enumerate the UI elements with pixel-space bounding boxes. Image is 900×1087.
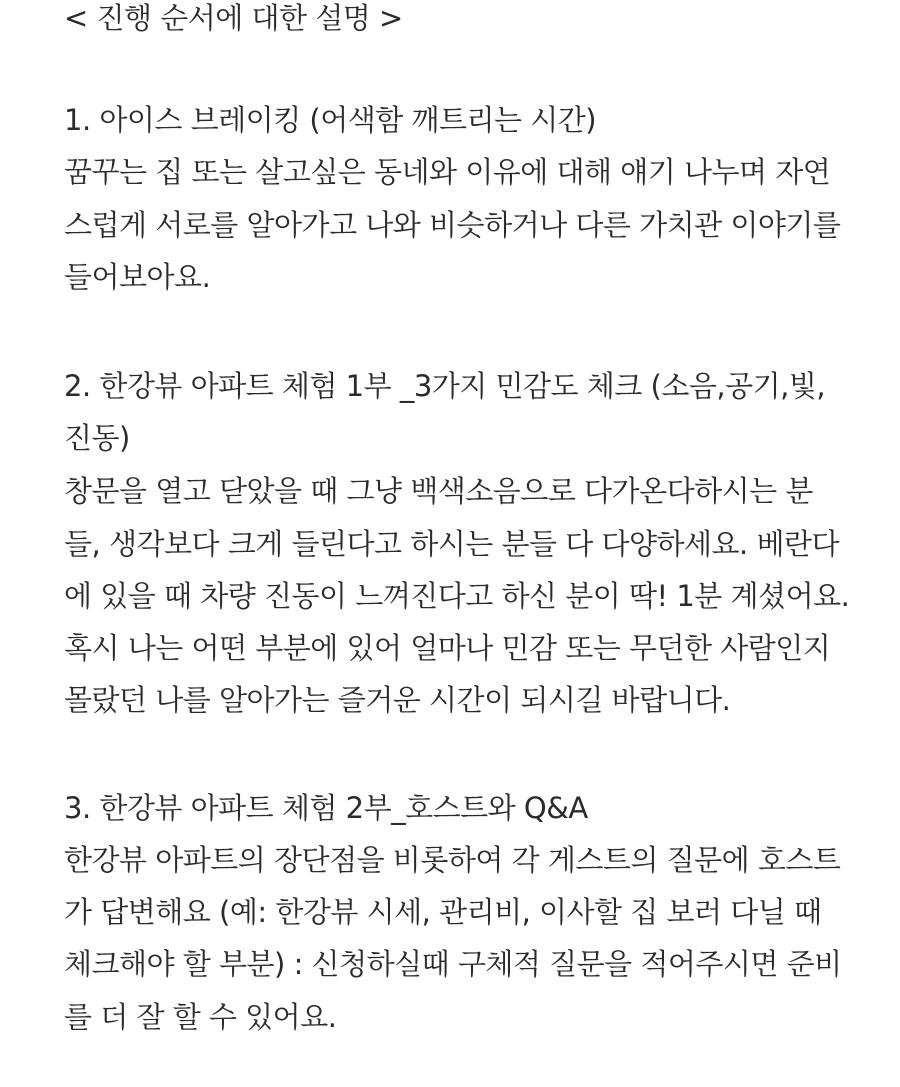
section-2-line-5: 몰랐던 나를 알아가는 즐거운 시간이 되시길 바랍니다. <box>64 683 731 717</box>
section-2-heading: 2. 한강뷰 아파트 체험 1부 _3가지 민감도 체크 (소음,공기,빛, <box>64 369 826 403</box>
section-1-line-2: 스럽게 서로를 알아가고 나와 비슷하거나 다른 가치관 이야기를 <box>64 208 841 242</box>
section-1-line-3: 들어보아요. <box>64 260 211 294</box>
section-3-heading: 3. 한강뷰 아파트 체험 2부_호스트와 Q&A <box>64 791 588 825</box>
section-3-line-3: 체크해야 할 부분) : 신청하실때 구체적 질문을 적어주시면 준비 <box>64 947 842 981</box>
section-1-line-1: 꿈꾸는 집 또는 살고싶은 동네와 이유에 대해 얘기 나누며 자연 <box>64 155 831 189</box>
section-2-line-2: 들, 생각보다 크게 들린다고 하시는 분들 다 다양하세요. 베란다 <box>64 527 840 561</box>
page-title: < 진행 순서에 대한 설명 > <box>64 1 403 35</box>
section-3-line-2: 가 답변해요 (예: 한강뷰 시세, 관리비, 이사할 집 보러 다닐 때 <box>64 895 822 929</box>
section-2-heading-cont: 진동) <box>64 421 130 455</box>
section-1-heading: 1. 아이스 브레이킹 (어색함 깨트리는 시간) <box>64 103 597 137</box>
section-2-line-4: 혹시 나는 어떤 부분에 있어 얼마나 민감 또는 무던한 사람인지 <box>64 631 831 665</box>
section-2-line-1: 창문을 열고 닫았을 때 그냥 백색소음으로 다가온다하시는 분 <box>64 474 813 508</box>
section-3-line-1: 한강뷰 아파트의 장단점을 비롯하여 각 게스트의 질문에 호스트 <box>64 843 841 877</box>
section-2-line-3: 에 있을 때 차량 진동이 느껴진다고 하신 분이 딱! 1분 계셨어요. <box>64 579 850 613</box>
section-3-line-4: 를 더 잘 할 수 있어요. <box>64 1000 337 1034</box>
